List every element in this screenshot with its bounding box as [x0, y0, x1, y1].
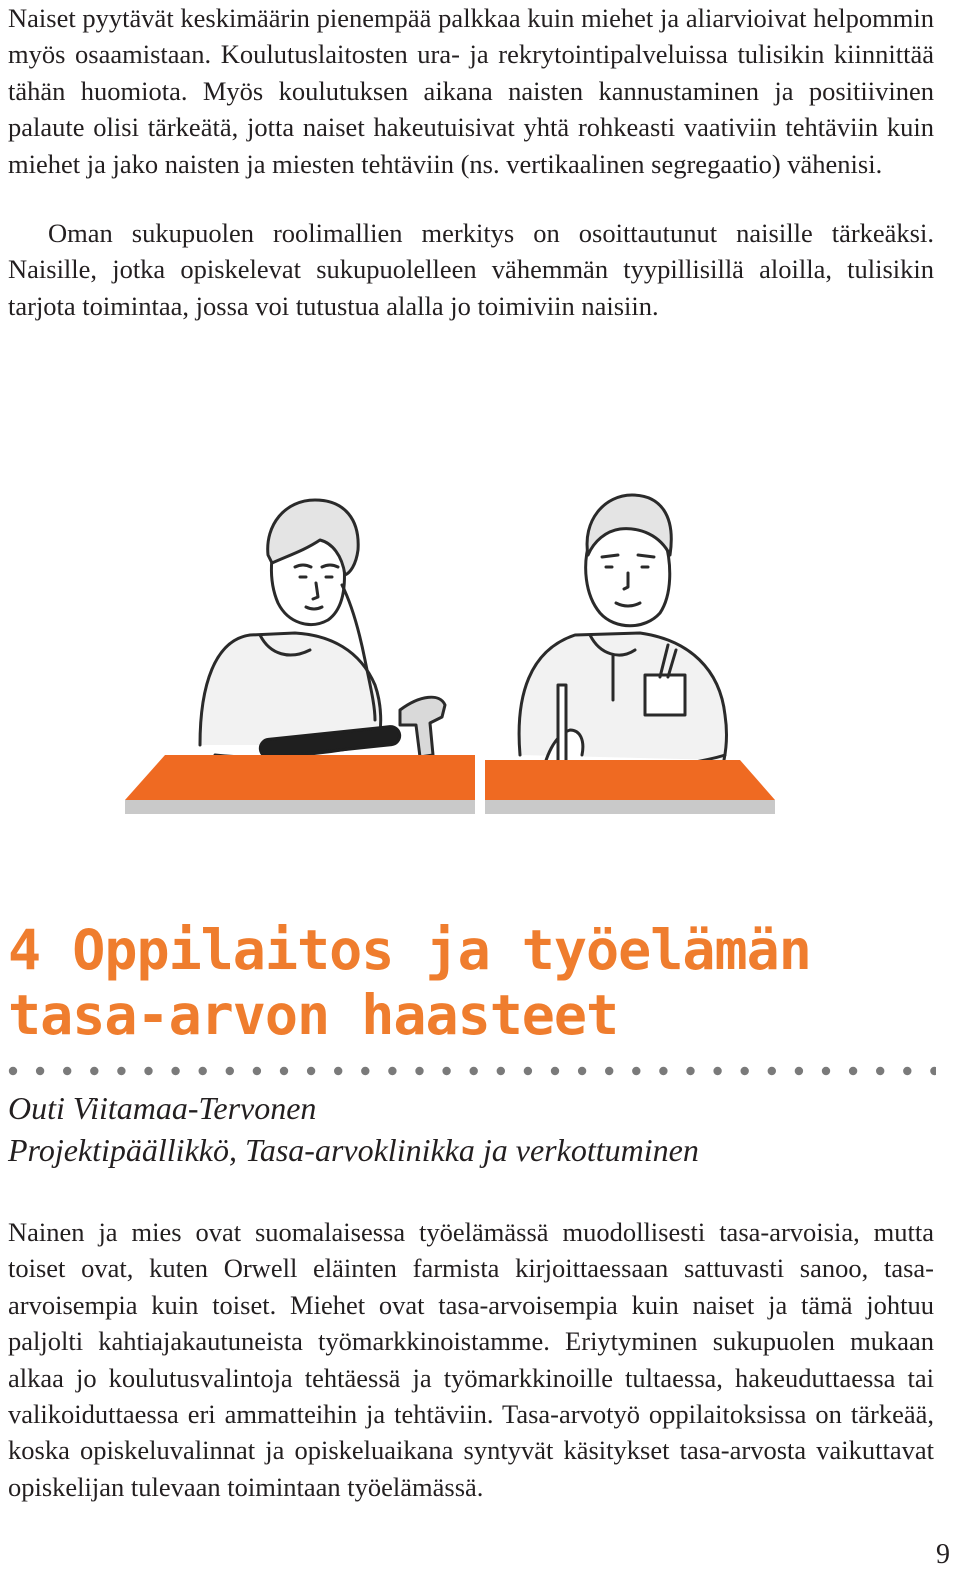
divider-dot: [632, 1067, 640, 1075]
woman-with-hammer-and-man-with-pen-illustration: [120, 455, 780, 825]
hammer-head: [400, 697, 445, 757]
dotted-divider: [8, 1064, 936, 1078]
woman-figure: [200, 633, 381, 745]
divider-dot: [226, 1067, 234, 1075]
intro-paragraph: Naiset pyytävät keskimäärin pienempää palkkaa kuin miehet ja aliarvioivat helpommin myös osaamistaan. Koulutuslaitosten ura- ja rekrytointipalveluissa tulisikin kiinnittää tähän huomiota. Myös koulutuksen aikana naisten kannustaminen ja positiivinen palaute olisi tärkeätä, jotta naiset hakeutuisivat yhtä rohkeasti vaativiin tehtäviin kuin miehet ja jako naisten ja miesten tehtäviin (ns. vertikaalinen segregaatio) vähenisi.: [8, 3, 934, 179]
divider-dot: [930, 1067, 936, 1075]
divider-dot: [9, 1067, 17, 1075]
divider-dot: [578, 1067, 586, 1075]
divider-dot: [90, 1067, 98, 1075]
divider-dot: [171, 1067, 179, 1075]
page-number: 9: [936, 1539, 950, 1570]
divider-dot: [686, 1067, 694, 1075]
divider-dot: [253, 1067, 261, 1075]
author-name: Outi Viitamaa-Tervonen: [8, 1090, 317, 1126]
body-paragraph: Nainen ja mies ovat suomalaisessa työelämässä muodollisesti tasa-arvoisia, mutta toiset ovat, kuten Orwell eläinten farmista kirjoittaessaan sattuvasti sanoo, tasa-arvoisempia kuin toiset. Miehet ovat tasa-arvoisempia kuin naiset ja tämä johtuu paljolti kahtiajakautuneista työmarkkinoistamme. Eriytyminen sukupuolen mukaan alkaa jo koulutusvalintoja tehtäessä ja työmarkkinoille tultaessa, hakeuduttaessa tai valikoiduttaessa eri ammatteihin ja tehtäviin. Tasa-arvotyö oppilaitoksissa on tärkeää, koska opiskeluvalinnat ja opiskeluaikana syntyvät käsitykset tasa-arvosta vaikuttavat opiskelijan tulevaan toimintaan työelämässä.: [8, 1217, 934, 1502]
divider-dot: [713, 1067, 721, 1075]
divider-dot: [280, 1067, 288, 1075]
divider-dot: [415, 1067, 423, 1075]
divider-dot: [388, 1067, 396, 1075]
author-role: Projektipäällikkö, Tasa-arvoklinikka ja verkottuminen: [8, 1132, 699, 1168]
divider-dot: [117, 1067, 125, 1075]
divider-dot: [36, 1067, 44, 1075]
divider-dot: [524, 1067, 532, 1075]
chapter-title: [8, 918, 811, 1048]
divider-dot: [822, 1067, 830, 1075]
divider-dot: [768, 1067, 776, 1075]
divider-dot: [741, 1067, 749, 1075]
chapter-title-line-1: 4 Oppilaitos ja työelämän: [8, 918, 811, 982]
man-figure: [519, 633, 726, 760]
divider-dot: [849, 1067, 857, 1075]
divider-dot: [903, 1067, 911, 1075]
divider-dot: [199, 1067, 207, 1075]
role-models-paragraph: Oman sukupuolen roolimallien merkitys on osoittautunut naisille tärkeäksi. Naisille, jotka opiskelevat sukupuolelleen vähemmän tyypillisillä aloilla, tulisikin tarjota toimintaa, jossa voi tutustua alalla jo toimiviin naisiin.: [8, 218, 934, 321]
divider-dot: [470, 1067, 478, 1075]
divider-dot: [144, 1067, 152, 1075]
divider-dot: [795, 1067, 803, 1075]
divider-dot: [361, 1067, 369, 1075]
divider-dot: [497, 1067, 505, 1075]
divider-dot: [334, 1067, 342, 1075]
chapter-title-line-2: tasa-arvon haasteet: [8, 983, 619, 1047]
divider-dot: [876, 1067, 884, 1075]
divider-dot: [442, 1067, 450, 1075]
right-desk: [485, 760, 775, 800]
divider-dot: [659, 1067, 667, 1075]
left-desk: [125, 755, 475, 800]
divider-dot: [605, 1067, 613, 1075]
divider-dot: [551, 1067, 559, 1075]
divider-dot: [307, 1067, 315, 1075]
divider-dot: [63, 1067, 71, 1075]
